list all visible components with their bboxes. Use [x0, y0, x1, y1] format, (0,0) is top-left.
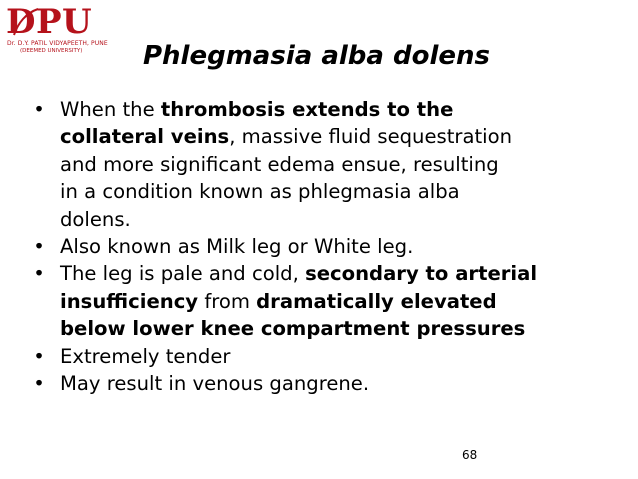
bullet-item	[32, 260, 622, 342]
bullet-dot: •	[33, 98, 45, 121]
bullet-dot: •	[33, 262, 45, 286]
bullet-line: May result in venous gangrene.	[60, 372, 370, 396]
bullet-dot: •	[33, 235, 45, 259]
bullet-line: Extremely tender	[60, 344, 231, 368]
bullet-item	[32, 96, 622, 233]
bold-text-run: collateral veins	[60, 125, 230, 149]
slide-title: Phlegmasia alba dolens	[142, 41, 490, 71]
bold-text-run: below lower knee compartment pressures	[60, 317, 526, 341]
bullet-item	[32, 370, 622, 397]
bullet-line: and more significant edema ensue, resulting	[60, 152, 499, 176]
bullet-list	[32, 96, 622, 397]
logo-institution-type: (DEEMED UNIVERSITY)	[20, 48, 83, 54]
text-run: from	[198, 289, 257, 313]
bullet-line	[60, 315, 622, 342]
bullet-line	[60, 288, 622, 315]
bullet-line: in a condition known as phlegmasia alba	[60, 180, 460, 204]
bullet-line	[60, 123, 622, 150]
bullet-item	[32, 343, 622, 370]
page-number: 68	[462, 448, 478, 462]
bold-text-run: dramatically elevated	[256, 289, 497, 313]
logo-institution-name: Dr. D.Y. PATIL VIDYAPEETH, PUNE	[7, 40, 108, 47]
text-run: , massive fluid sequestration	[229, 125, 513, 149]
bullet-dot: •	[33, 372, 45, 396]
bullet-line: Also known as Milk leg or White leg.	[60, 235, 414, 259]
bold-text-run: insufficiency	[60, 289, 199, 313]
logo-wordmark: DPU	[6, 2, 93, 42]
bullet-item	[32, 233, 622, 260]
bold-text-run: secondary to arterial	[305, 262, 538, 286]
bullet-line	[60, 260, 622, 287]
text-run: The leg is pale and cold,	[60, 262, 306, 286]
bullet-dot: •	[33, 344, 45, 368]
bold-text-run: thrombosis extends to the	[160, 98, 454, 121]
bullet-line	[60, 96, 622, 123]
bullet-line: dolens.	[60, 207, 131, 231]
text-run: When the	[60, 98, 161, 121]
